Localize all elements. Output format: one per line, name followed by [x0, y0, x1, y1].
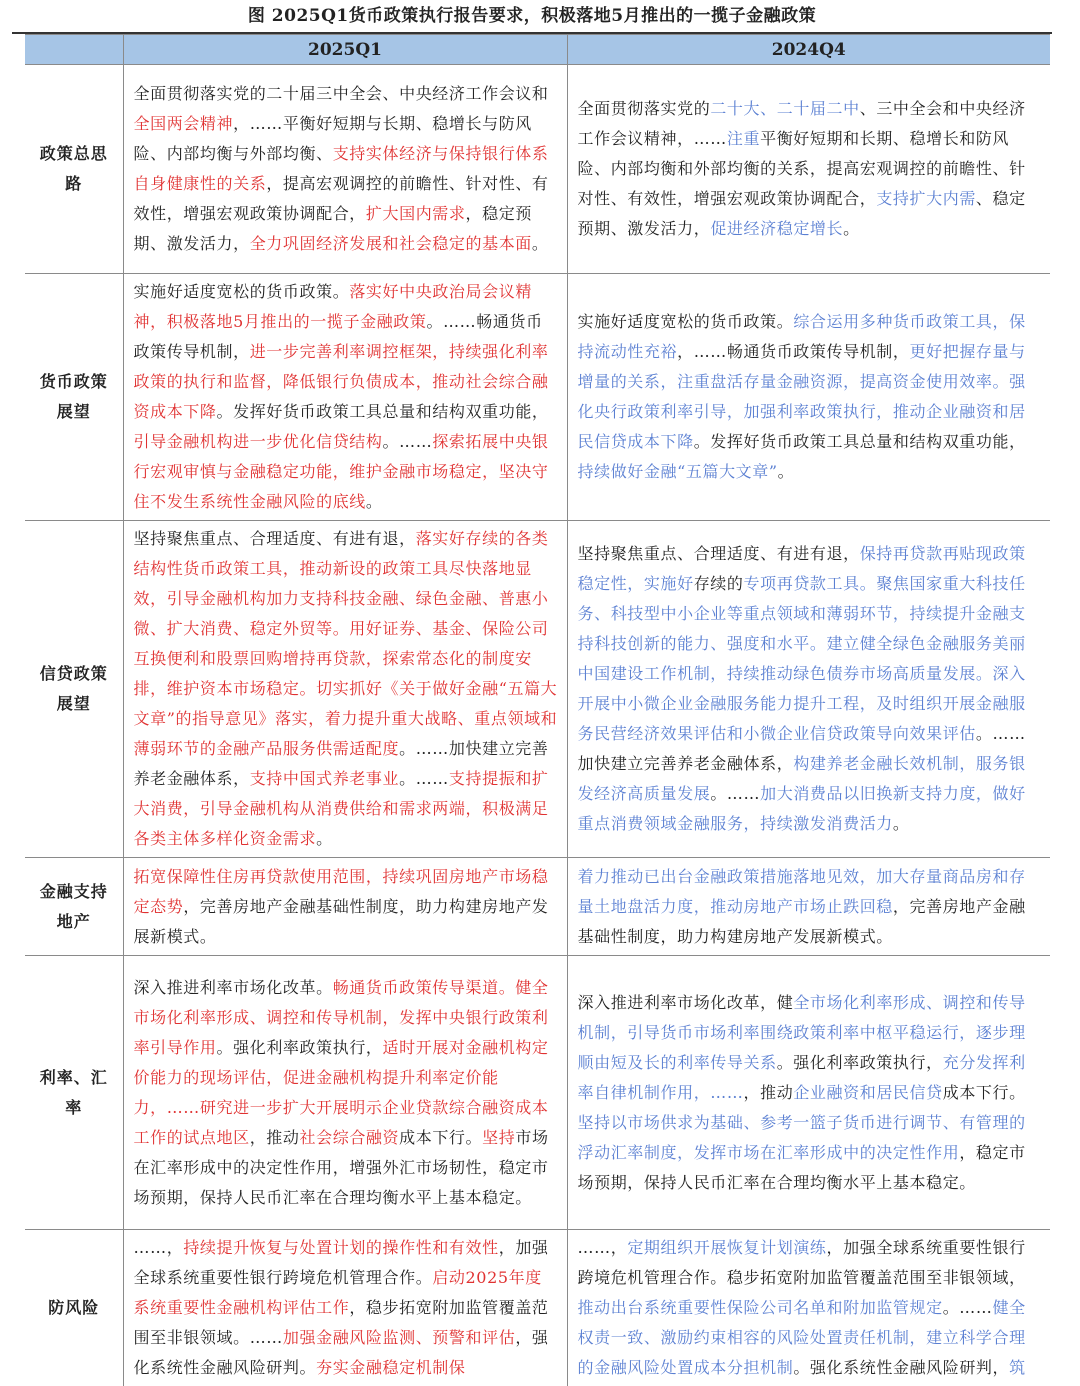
- highlight-new-text: 持续提升恢复与处置计划的操作性和有效性: [183, 1238, 498, 1257]
- body-text: 存续的: [694, 574, 744, 593]
- row-category: 政策总思路: [25, 65, 123, 274]
- body-text: ，完善房地产金融基础性制度，助力构建房地产发展新模式。: [134, 897, 549, 946]
- row-category: 信贷政策展望: [25, 521, 123, 858]
- highlight-prior-text: 二十大、二十届二中: [710, 99, 859, 118]
- highlight-prior-text: 推动出台系统重要性保险公司名单和附加监管规定: [578, 1298, 943, 1317]
- body-text: 。强化利率政策执行，: [777, 1053, 943, 1072]
- highlight-prior-text: 支持扩大内需: [876, 189, 976, 208]
- table-row: [25, 858, 1050, 956]
- highlight-new-text: 夯实金融稳定机制保: [316, 1358, 465, 1377]
- body-text: 实施好适度宽松的货币政策。: [578, 312, 794, 331]
- body-text: ，推动: [250, 1128, 300, 1147]
- row-category: 金融支持地产: [25, 858, 123, 956]
- body-text: 。……加快建立完善养老金融体系，: [134, 739, 549, 788]
- body-text: 坚持聚焦重点、合理适度、有进有退，: [578, 544, 860, 563]
- header-row: [25, 35, 1050, 65]
- body-text: 市场在汇率形成中的决定性作用，增强外汇市场韧性，稳定市场预期，保持人民币汇率在合理均衡水平上基本稳定。: [134, 1128, 549, 1207]
- body-text: 成本下行。: [943, 1083, 1026, 1102]
- body-text: ，完善房地产金融基础性制度，助力构建房地产发展新模式。: [578, 897, 1026, 946]
- header-blank: [25, 35, 123, 65]
- body-text: 、三中全会和中央经济工作会议精神，……: [578, 99, 1026, 148]
- header-2024q4: 2024Q4: [567, 35, 1050, 65]
- row-category: 利率、汇率: [25, 956, 123, 1230]
- body-text: 平衡好短期和长期、稳增长和防风险、内部均衡和外部均衡的关系，提高宏观调控的前瞻性、针对性、有效性，增强宏观政策协调配合，: [578, 129, 1026, 208]
- highlight-prior-text: 更好把握存量与增量的关系，注重盘活存量金融资源，提高资金使用效率。强化央行政策利率引导，加强利率政策执行，推动企业融资和居民信贷成本下降: [578, 342, 1026, 451]
- highlight-prior-text: 着力推动已出台金融政策措施落地见效，加大存量商品房和存量土地盘活力度，推动房地产市场止跌回稳: [578, 867, 1026, 916]
- body-text: 。……加快建立完善养老金融体系，: [578, 724, 1026, 773]
- body-text: 坚持聚焦重点、合理适度、有进有退，: [134, 529, 416, 548]
- body-text: 。……畅通货币政策传导机制，: [134, 312, 543, 361]
- highlight-new-text: 落实好中央政治局会议精神，积极落地5月推出的一揽子金融政策: [134, 282, 532, 331]
- highlight-prior-text: 筑: [1009, 1358, 1026, 1377]
- highlight-prior-text: 企业融资和居民信贷: [793, 1083, 942, 1102]
- header-2025q1: 2025Q1: [123, 35, 567, 65]
- highlight-prior-text: 健全权责一致、激励约束相容的风险处置责任机制，建立科学合理的金融风险处置成本分担机制: [578, 1298, 1026, 1377]
- highlight-new-text: 启动2025年度系统重要性金融机构评估工作: [134, 1268, 542, 1317]
- body-text: 。强化系统性金融风险研判，: [793, 1358, 1009, 1377]
- cell-2024q4: [567, 521, 1050, 858]
- highlight-prior-text: 定期组织开展恢复计划演练: [627, 1238, 826, 1257]
- table-row: [25, 274, 1050, 521]
- highlight-new-text: 支持中国式养老事业: [250, 769, 399, 788]
- table-row: [25, 956, 1050, 1230]
- table-row: [25, 521, 1050, 858]
- body-text: 。……: [710, 784, 760, 803]
- body-text: ，稳步拓宽附加监管覆盖范围至非银领域。……: [134, 1298, 549, 1347]
- policy-comparison-table: [25, 34, 1050, 1386]
- body-text: ，推动: [744, 1083, 794, 1102]
- body-text: ，稳定预期、激发活力，: [134, 204, 532, 253]
- highlight-new-text: 扩大国内需求: [366, 204, 466, 223]
- highlight-prior-text: 综合运用多种货币政策工具，保持流动性充裕: [578, 312, 1026, 361]
- body-text: 。: [778, 462, 795, 481]
- body-text: ，强化系统性金融风险研判。: [134, 1328, 549, 1377]
- highlight-new-text: 落实好存续的各类结构性货币政策工具，推动新设的政策工具尽快落地显效，引导金融机构加力支持科技金融、绿色金融、普惠小微、扩大消费、稳定外贸等。用好证券、基金、保险公司互换便利和股票回购增持再贷款，探索常态化的制度安排，维护资本市场稳定。切实抓好《关于做好金融“五篇大文章”的指导意见》落实，着力提升重大战略、重点领域和薄弱环节的金融产品服务供需适配度: [134, 529, 558, 758]
- highlight-new-text: 拓宽保障性住房再贷款使用范围，持续巩固房地产市场稳定态势: [134, 867, 549, 916]
- cell-2025q1: [123, 1230, 567, 1386]
- row-category: 防风险: [25, 1230, 123, 1386]
- body-text: 、稳定预期、激发活力，: [578, 189, 1026, 238]
- highlight-new-text: 加强金融风险监测、预警和评估: [283, 1328, 515, 1347]
- highlight-new-text: 支持实体经济与保持银行体系自身健康性的关系: [134, 144, 549, 193]
- cell-2025q1: [123, 65, 567, 274]
- body-text: 。……: [383, 432, 433, 451]
- body-text: 实施好适度宽松的货币政策。: [134, 282, 350, 301]
- body-text: ，加强全球系统重要性银行跨境危机管理合作。: [134, 1238, 549, 1287]
- body-text: 成本下行。: [399, 1128, 482, 1147]
- highlight-prior-text: 持续做好金融“五篇大文章”: [578, 462, 778, 481]
- cell-2024q4: [567, 274, 1050, 521]
- cell-2024q4: [567, 65, 1050, 274]
- highlight-new-text: 进一步完善利率调控框架，持续强化利率政策的执行和监督，降低银行负债成本，推动社会综合融资成本下降: [134, 342, 549, 421]
- body-text: 全面贯彻落实党的: [578, 99, 711, 118]
- body-text: ，……平衡好短期与长期、稳增长与防风险、内部均衡与外部均衡、: [134, 114, 532, 163]
- body-text: ……，: [578, 1238, 628, 1257]
- highlight-new-text: 全国两会精神: [134, 114, 234, 133]
- cell-2025q1: [123, 521, 567, 858]
- table-row: [25, 65, 1050, 274]
- body-text: 。……: [943, 1298, 993, 1317]
- cell-2024q4: [567, 956, 1050, 1230]
- highlight-prior-text: 全市场化利率形成、调控和传导机制，引导货币市场利率围绕政策利率中枢平稳运行，逐步理顺由短及长的利率传导关系: [578, 993, 1026, 1072]
- highlight-prior-text: 保持再贷款再贴现政策稳定性，实施好: [578, 544, 1026, 593]
- body-text: 。: [843, 219, 860, 238]
- cell-2024q4: [567, 858, 1050, 956]
- highlight-prior-text: 充分发挥利率自律机制作用，……: [578, 1053, 1026, 1102]
- body-text: 。强化利率政策执行，: [217, 1038, 383, 1057]
- body-text: ，提高宏观调控的前瞻性、针对性、有效性，增强宏观政策协调配合，: [134, 174, 549, 223]
- body-text: 。: [893, 814, 910, 833]
- body-text: 。发挥好货币政策工具总量和结构双重功能，: [694, 432, 1026, 451]
- body-text: 深入推进利率市场化改革。: [134, 978, 333, 997]
- cell-2024q4: [567, 1230, 1050, 1386]
- body-text: 。: [532, 234, 549, 253]
- body-text: ，加强全球系统重要性银行跨境危机管理合作。稳步拓宽附加监管覆盖范围至非银领域，: [578, 1238, 1026, 1287]
- body-text: 。发挥好货币政策工具总量和结构双重功能，: [217, 402, 549, 421]
- body-text: ，稳定市场预期，保持人民币汇率在合理均衡水平上基本稳定。: [578, 1143, 1026, 1192]
- highlight-new-text: 引导金融机构进一步优化信贷结构: [134, 432, 383, 451]
- highlight-new-text: 坚持: [482, 1128, 515, 1147]
- body-text: ……，: [134, 1238, 184, 1257]
- highlight-prior-text: 促进经济稳定增长: [710, 219, 843, 238]
- highlight-prior-text: 构建养老金融长效机制，服务银发经济高质量发展: [578, 754, 1026, 803]
- row-category: 货币政策展望: [25, 274, 123, 521]
- highlight-prior-text: 注重: [727, 129, 760, 148]
- body-text: 全面贯彻落实党的二十届三中全会、中央经济工作会议和: [134, 84, 549, 103]
- cell-2025q1: [123, 858, 567, 956]
- body-text: 。……: [399, 769, 449, 788]
- cell-2025q1: [123, 274, 567, 521]
- highlight-new-text: 畅通货币政策传导渠道。健全市场化利率形成、调控和传导机制，发挥中央银行政策利率引导作用: [134, 978, 549, 1057]
- body-text: 。: [316, 829, 333, 848]
- highlight-prior-text: 坚持以市场供求为基础、参考一篮子货币进行调节、有管理的浮动汇率制度，发挥市场在汇率形成中的决定性作用: [578, 1113, 1026, 1162]
- figure-caption: 图 2025Q1货币政策执行报告要求，积极落地5月推出的一揽子金融政策: [12, 0, 1052, 34]
- body-text: ，……畅通货币政策传导机制，: [677, 342, 909, 361]
- cell-2025q1: [123, 956, 567, 1230]
- body-text: 深入推进利率市场化改革，健: [578, 993, 794, 1012]
- body-text: 。: [366, 492, 383, 511]
- highlight-new-text: 全力巩固经济发展和社会稳定的基本面: [250, 234, 532, 253]
- highlight-new-text: 适时开展对金融机构定价能力的现场评估，促进金融机构提升利率定价能力，……研究进一步扩大开展明示企业贷款综合融资成本工作的试点地区: [134, 1038, 549, 1147]
- highlight-new-text: 探索拓展中央银行宏观审慎与金融稳定功能，维护金融市场稳定，坚决守住不发生系统性金融风险的底线: [134, 432, 549, 511]
- table-row: [25, 1230, 1050, 1386]
- highlight-new-text: 社会综合融资: [300, 1128, 400, 1147]
- highlight-prior-text: 专项再贷款工具。聚焦国家重大科技任务、科技型中小企业等重点领域和薄弱环节，持续提升金融支持科技创新的能力、强度和水平。建立健全绿色金融服务美丽中国建设工作机制，持续推动绿色债券市场高质量发展。深入开展中小微企业金融服务能力提升工程，及时组织开展金融服务民营经济效果评估和小微企业信贷政策导向效果评估: [578, 574, 1026, 743]
- highlight-new-text: 支持提振和扩大消费，引导金融机构从消费供给和需求两端，积极满足各类主体多样化资金需求: [134, 769, 549, 848]
- highlight-prior-text: 加大消费品以旧换新支持力度，做好重点消费领域金融服务，持续激发消费活力: [578, 784, 1026, 833]
